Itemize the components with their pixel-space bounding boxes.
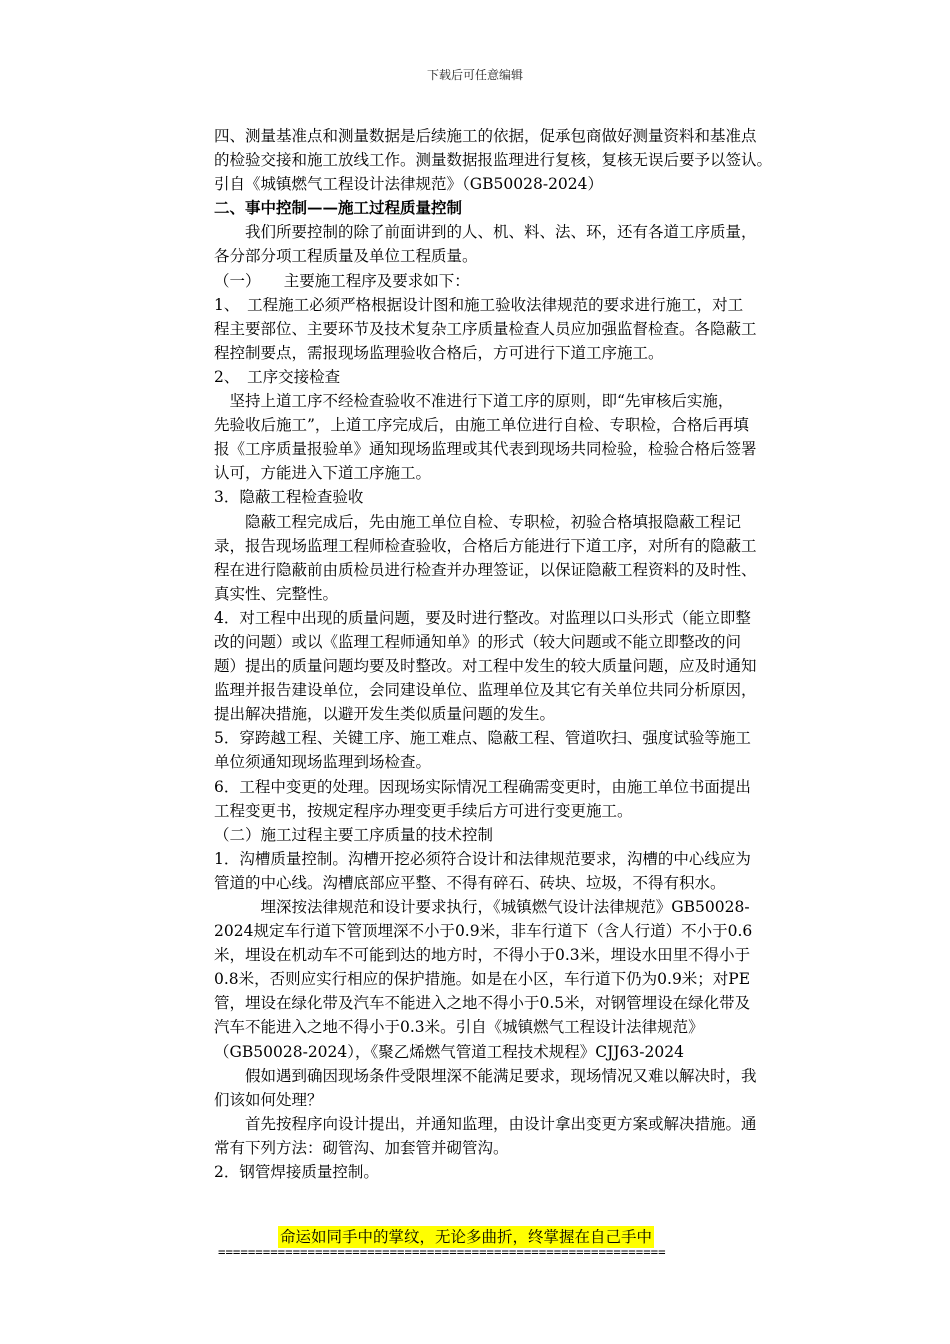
text-line: 四、测量基准点和测量数据是后续施工的依据，促承包商做好测量资料和基准点 [214,127,757,145]
text-line: 2、 工序交接检查 [214,367,341,386]
text-line: 程在进行隐蔽前由质检员进行检查并办理签证，以保证隐蔽工程资料的及时性、 [214,560,757,579]
text-line: 引自《城镇燃气工程设计法律规范》（GB50028-2024） [214,175,604,194]
text-line: 监理并报告建设单位，会同建设单位、监理单位及其它有关单位共同分析原因， [214,681,757,700]
text-line: 先验收后施工”，上道工序完成后，由施工单位进行自检、专职检，合格后再填 [214,416,749,435]
text-line: 程控制要点，需报现场监理验收合格后，方可进行下道工序施工。 [214,343,664,362]
text-line: 我们所要控制的除了前面讲到的人、机、料、法、环，还有各道工序质量， [214,223,757,242]
text-line: 报《工序质量报验单》通知现场监理或其代表到现场共同检验，检验合格后签署 [214,440,757,459]
text-line: 3．隐蔽工程检查验收 [214,488,364,507]
text-line: 5．穿跨越工程、关键工序、施工难点、隐蔽工程、管道吹扫、强度试验等施工 [214,729,751,748]
text-line: 首先按程序向设计提出，并通知监理，由设计拿出变更方案或解决措施。通 [214,1114,757,1133]
text-line: （GB50028-2024），《聚乙烯燃气管道工程技术规程》CJJ63-2024 [214,1042,684,1061]
text-line: 假如遇到确因现场条件受限埋深不能满足要求，现场情况又难以解决时，我 [214,1066,757,1085]
text-line: 工程变更书，按规定程序办理变更手续后方可进行变更施工。 [214,801,633,820]
text-line: 的检验交接和施工放线工作。测量数据报监理进行复核，复核无误后要予以签认。 [214,151,773,170]
text-line: 2024规定车行道下管顶埋深不小于0.9米，非车行道下（含人行道）不小于0.6 [214,922,753,941]
page-header: 下载后可任意编辑 [426,68,523,82]
text-line: 们该如何处理？ [214,1090,323,1109]
text-line: 汽车不能进入之地不得小于0.3米。引自《城镇燃气工程设计法律规范》 [214,1018,704,1037]
text-line: 题）提出的质量问题均要及时整改。对工程中发生的较大质量问题，应及时通知 [214,657,757,676]
text-line: 提出解决措施，以避开发生类似质量问题的发生。 [214,705,556,724]
section-heading: 二、事中控制——施工过程质量控制 [214,198,463,218]
text-line: （二）施工过程主要工序质量的技术控制 [214,825,494,844]
text-line: 埋深按法律规范和设计要求执行，《城镇燃气设计法律规范》GB50028- [214,898,750,916]
text-line: 1、 工程施工必须严格根据设计图和施工验收法律规范的要求进行施工，对工 [214,295,744,314]
text-line: 4．对工程中出现的质量问题，要及时进行整改。对监理以口头形式（能立即整 [214,608,751,627]
text-line: 录，报告现场监理工程师检查验收，合格后方能进行下道工序，对所有的隐蔽工 [214,536,757,555]
text-line: （一） 主要施工程序及要求如下： [214,271,470,290]
text-line: 2．钢管焊接质量控制。 [214,1163,379,1182]
text-line: 常有下列方法：砌管沟、加套管并砌管沟。 [214,1138,509,1157]
text-line: 程主要部位、主要环节及技术复杂工序质量检查人员应加强监督检查。各隐蔽工 [214,319,757,338]
document-body [214,124,810,1184]
text-line: 管，埋设在绿化带及汽车不能进入之地不得小于0.5米，对钢管埋设在绿化带及 [214,994,751,1013]
text-line: 坚持上道工序不经检查验收不准进行下道工序的原则，即“先审核后实施， [214,392,734,411]
text-line: 隐蔽工程完成后，先由施工单位自检、专职检，初验合格填报隐蔽工程记 [214,512,742,531]
text-line: 单位须通知现场监理到场检查。 [214,753,432,772]
text-line: 0.8米，否则应实行相应的保护措施。如是在小区，车行道下仍为0.9米；对PE [214,970,751,989]
footer-slogan: 命运如同手中的掌纹，无论多曲折，终掌握在自己手中 [280,1228,653,1246]
text-line: 认可，方能进入下道工序施工。 [214,464,432,483]
footer-rule: ============================================================ [218,1244,666,1259]
text-line: 米，埋设在机动车不可能到达的地方时，不得小于0.3米，埋设水田里不得小于 [214,946,751,965]
text-line: 1．沟槽质量控制。沟槽开挖必须符合设计和法律规范要求，沟槽的中心线应为 [214,849,751,868]
text-line: 改的问题）或以《监理工程师通知单》的形式（较大问题或不能立即整改的问 [214,632,742,651]
text-line: 6．工程中变更的处理。因现场实际情况工程确需变更时，由施工单位书面提出 [214,777,751,796]
text-line: 各分部分项工程质量及单位工程质量。 [214,247,478,266]
text-line: 真实性、完整性。 [214,584,339,603]
text-line: 管道的中心线。沟槽底部应平整、不得有碎石、砖块、垃圾，不得有积水。 [214,873,726,892]
